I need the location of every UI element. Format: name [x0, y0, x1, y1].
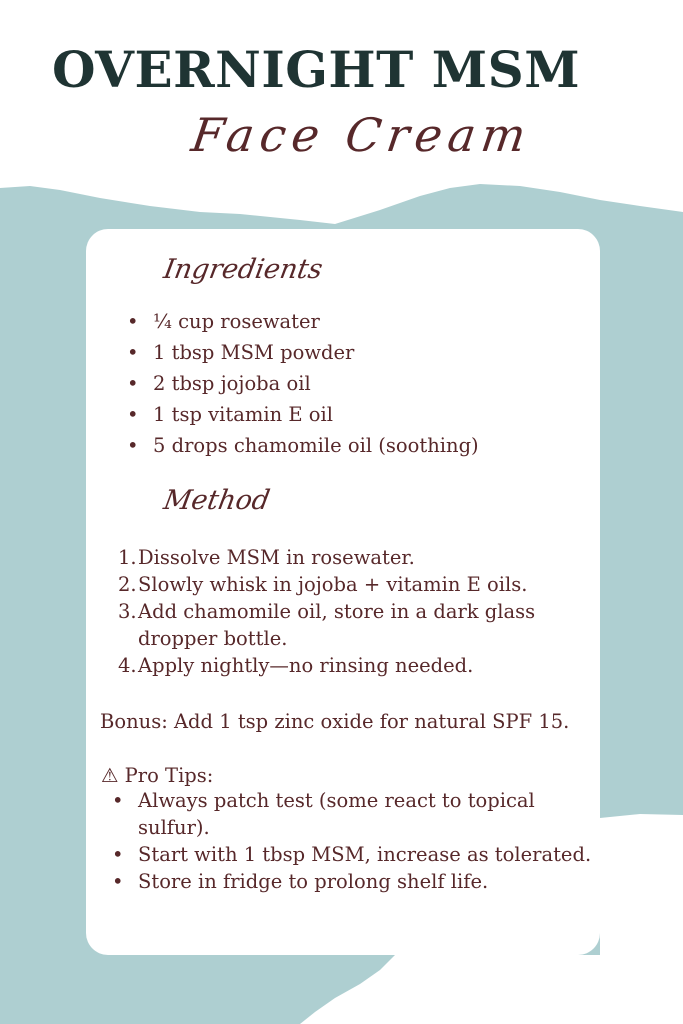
step-text: Add chamomile oil, store in a dark glass dropper bottle. — [138, 600, 536, 650]
step-number: 4. — [118, 654, 137, 677]
pro-tip-item: • Store in fridge to prolong shelf life. — [138, 868, 593, 895]
method-step — [118, 571, 578, 598]
method-step — [118, 544, 578, 571]
bonus-note: Bonus: Add 1 tsp zinc oxide for natural SPF 15. — [100, 710, 570, 733]
page-subtitle: Face Cream — [188, 108, 536, 162]
method-step — [118, 652, 578, 679]
ingredient-item: • 1 tsp vitamin E oil — [153, 399, 593, 430]
ingredient-item: • 1 tbsp MSM powder — [153, 337, 593, 368]
pro-tips-list — [138, 787, 593, 895]
ingredient-item: • 2 tbsp jojoba oil — [153, 368, 593, 399]
ingredients-heading: Ingredients — [161, 254, 325, 285]
step-number: 3. — [118, 600, 137, 623]
method-step — [118, 598, 578, 652]
page-title: OVERNIGHT MSM — [52, 40, 581, 99]
pro-tips-heading: ⚠ Pro Tips: — [101, 764, 214, 787]
step-number: 1. — [118, 546, 137, 569]
ingredient-item: • 5 drops chamomile oil (soothing) — [153, 430, 593, 461]
step-number: 2. — [118, 573, 137, 596]
step-text: Dissolve MSM in rosewater. — [138, 546, 415, 569]
ingredient-item: • ¼ cup rosewater — [153, 306, 593, 337]
method-heading: Method — [161, 485, 273, 516]
pro-tip-item: • Always patch test (some react to topical sulfur). — [138, 787, 593, 841]
pro-tip-item: • Start with 1 tbsp MSM, increase as tolerated. — [138, 841, 593, 868]
step-text: Slowly whisk in jojoba + vitamin E oils. — [138, 573, 528, 596]
method-steps — [118, 544, 578, 679]
step-text: Apply nightly—no rinsing needed. — [138, 654, 474, 677]
ingredients-list — [153, 306, 593, 461]
